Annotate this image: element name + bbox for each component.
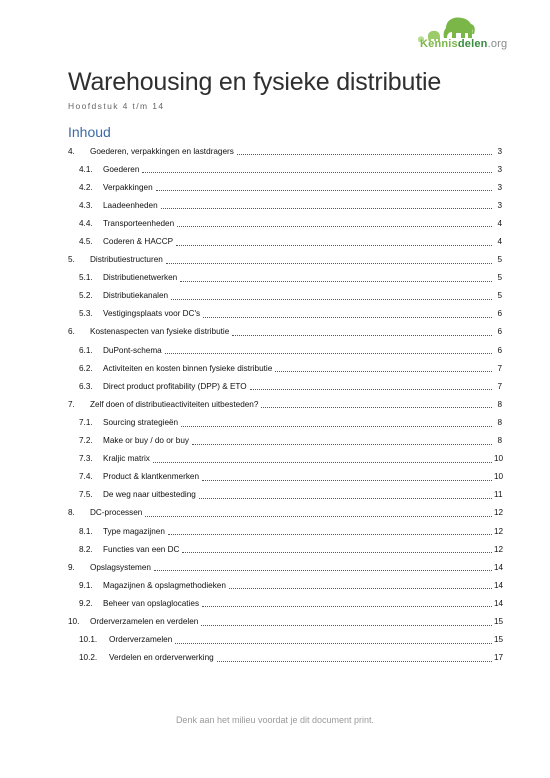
toc-entry-leader bbox=[250, 388, 492, 390]
toc-entry[interactable] bbox=[68, 269, 502, 287]
toc-entry-leader bbox=[261, 406, 492, 408]
logo-text-part1: Kennis bbox=[420, 38, 458, 50]
logo-text bbox=[420, 38, 507, 50]
toc-entry-title: Type magazijnen bbox=[103, 526, 165, 536]
toc-entry-leader bbox=[182, 551, 492, 553]
toc-entry-page: 8 bbox=[497, 436, 502, 446]
toc-entry-leader bbox=[168, 533, 492, 535]
toc-entry-title: Goederen, verpakkingen en lastdragers bbox=[90, 146, 234, 156]
toc-entry-page: 5 bbox=[497, 273, 502, 283]
toc-entry-number: 7.2. bbox=[79, 436, 93, 446]
toc-entry[interactable] bbox=[68, 214, 502, 232]
toc-entry-page: 7 bbox=[497, 381, 502, 391]
toc-entry-page: 8 bbox=[497, 399, 502, 409]
toc-entry-number: 7.5. bbox=[79, 490, 93, 500]
toc-entry-page: 6 bbox=[497, 309, 502, 319]
toc-entry-title: DuPont-schema bbox=[103, 345, 162, 355]
toc-entry-title: Verpakkingen bbox=[103, 182, 153, 192]
toc-entry-page: 12 bbox=[494, 526, 504, 536]
toc-entry-title: Magazijnen & opslagmethodieken bbox=[103, 580, 226, 590]
toc-entry[interactable] bbox=[68, 450, 502, 468]
toc-entry-title: Kostenaspecten van fysieke distributie bbox=[90, 327, 230, 337]
toc-entry-title: Distributiekanalen bbox=[103, 291, 169, 301]
toc-entry-title: Distributienetwerken bbox=[103, 273, 178, 283]
toc-entry-title: Kraljic matrix bbox=[103, 454, 150, 464]
toc-entry-number: 10. bbox=[68, 616, 80, 626]
toc-entry-page: 4 bbox=[497, 237, 502, 247]
toc-entry[interactable] bbox=[68, 558, 502, 576]
toc-entry-page: 10 bbox=[494, 472, 504, 482]
toc-entry[interactable] bbox=[68, 413, 502, 431]
toc-entry-leader bbox=[199, 497, 492, 499]
toc-entry[interactable] bbox=[68, 432, 502, 450]
toc-entry-leader bbox=[229, 587, 492, 589]
toc-entry-number: 4.2. bbox=[79, 182, 93, 192]
toc-entry[interactable] bbox=[68, 576, 502, 594]
toc-entry[interactable] bbox=[68, 522, 502, 540]
toc-entry[interactable] bbox=[68, 631, 502, 649]
toc-entry[interactable] bbox=[68, 486, 502, 504]
toc-entry-number: 7.3. bbox=[79, 454, 93, 464]
toc-entry-title: Goederen bbox=[103, 164, 140, 174]
toc-entry-leader bbox=[165, 352, 492, 354]
toc-entry-leader bbox=[161, 207, 492, 209]
toc-entry-title: Laadeenheden bbox=[103, 200, 158, 210]
logo-text-part2: delen bbox=[457, 38, 488, 50]
toc-entry-title: Orderverzamelen bbox=[109, 635, 173, 645]
toc-entry-number: 9.2. bbox=[79, 598, 93, 608]
document-subtitle: Hoofdstuk 4 t/m 14 bbox=[68, 101, 165, 111]
toc-entry-leader bbox=[156, 189, 492, 191]
toc-entry[interactable] bbox=[68, 468, 502, 486]
toc-entry-number: 7.1. bbox=[79, 417, 93, 427]
toc-entry-page: 4 bbox=[497, 218, 502, 228]
toc-entry-leader bbox=[171, 298, 492, 300]
toc-entry-title: Coderen & HACCP bbox=[103, 237, 174, 247]
toc-entry-number: 6.2. bbox=[79, 363, 93, 373]
toc-entry-number: 8. bbox=[68, 508, 75, 518]
toc-entry-page: 7 bbox=[497, 363, 502, 373]
toc-entry-title: De weg naar uitbesteding bbox=[103, 490, 196, 500]
toc-entry-title: Beheer van opslaglocaties bbox=[103, 598, 200, 608]
toc-entry-page: 3 bbox=[497, 200, 502, 210]
toc-entry-page: 12 bbox=[494, 508, 504, 518]
toc-entry-leader bbox=[192, 443, 492, 445]
toc-entry-number: 4.1. bbox=[79, 164, 93, 174]
toc-entry-page: 15 bbox=[494, 635, 504, 645]
toc-entry-title: Distributiestructuren bbox=[90, 255, 163, 265]
toc-entry[interactable] bbox=[68, 395, 502, 413]
toc-entry-title: Vestigingsplaats voor DC's bbox=[103, 309, 201, 319]
toc-entry[interactable] bbox=[68, 341, 502, 359]
toc-entry-leader bbox=[176, 244, 492, 246]
toc-entry-number: 5. bbox=[68, 255, 75, 265]
toc-entry[interactable] bbox=[68, 649, 502, 667]
toc-entry[interactable] bbox=[68, 178, 502, 196]
toc-entry-title: Direct product profitability (DPP) & ETO bbox=[103, 381, 247, 391]
toc-heading: Inhoud bbox=[68, 124, 111, 140]
toc-entry-title: Verdelen en orderverwerking bbox=[109, 653, 214, 663]
toc-entry-page: 6 bbox=[497, 327, 502, 337]
toc-entry-number: 6. bbox=[68, 327, 75, 337]
toc-entry[interactable] bbox=[68, 160, 502, 178]
toc-entry[interactable] bbox=[68, 232, 502, 250]
toc-entry-leader bbox=[166, 262, 492, 264]
toc-entry[interactable] bbox=[68, 305, 502, 323]
toc-entry-number: 10.1. bbox=[79, 635, 98, 645]
toc-entry-number: 4. bbox=[68, 146, 75, 156]
toc-entry-leader bbox=[145, 515, 492, 517]
toc-entry-title: Transporteenheden bbox=[103, 218, 175, 228]
toc-entry-leader bbox=[153, 461, 492, 463]
toc-entry-title: Sourcing strategieën bbox=[103, 417, 179, 427]
toc-entry[interactable] bbox=[68, 504, 502, 522]
toc-entry-page: 17 bbox=[494, 653, 504, 663]
toc-entry-page: 5 bbox=[497, 291, 502, 301]
toc-entry-leader bbox=[177, 225, 492, 227]
toc-entry-leader bbox=[275, 370, 492, 372]
toc-entry-number: 4.3. bbox=[79, 200, 93, 210]
toc-entry-page: 11 bbox=[494, 490, 503, 500]
toc-entry-leader bbox=[201, 624, 492, 626]
toc-entry-leader bbox=[217, 660, 492, 662]
toc-entry-leader bbox=[232, 334, 492, 336]
toc-entry-number: 7. bbox=[68, 399, 75, 409]
toc-entry-leader bbox=[180, 280, 492, 282]
toc-entry[interactable] bbox=[68, 287, 502, 305]
toc-entry-leader bbox=[181, 425, 492, 427]
table-of-contents bbox=[68, 142, 502, 667]
toc-entry-number: 10.2. bbox=[79, 653, 98, 663]
toc-entry[interactable] bbox=[68, 251, 502, 269]
toc-entry-number: 5.3. bbox=[79, 309, 93, 319]
toc-entry[interactable] bbox=[68, 612, 502, 630]
footer-note: Denk aan het milieu voordat je dit document print. bbox=[175, 715, 375, 725]
toc-entry-title: DC-processen bbox=[90, 508, 143, 518]
toc-entry-page: 3 bbox=[497, 164, 502, 174]
toc-entry[interactable] bbox=[68, 359, 502, 377]
kennisdelen-logo bbox=[416, 14, 534, 54]
toc-entry-page: 10 bbox=[494, 454, 504, 464]
toc-entry-leader bbox=[203, 316, 492, 318]
toc-entry-title: Make or buy / do or buy bbox=[103, 436, 190, 446]
toc-entry-leader bbox=[154, 569, 492, 571]
toc-entry-page: 14 bbox=[494, 580, 504, 590]
toc-entry[interactable] bbox=[68, 594, 502, 612]
toc-entry-number: 6.1. bbox=[79, 345, 93, 355]
toc-entry[interactable] bbox=[68, 323, 502, 341]
toc-entry-number: 9.1. bbox=[79, 580, 93, 590]
toc-entry-page: 3 bbox=[497, 146, 502, 156]
toc-entry-leader bbox=[237, 153, 492, 155]
toc-entry-page: 6 bbox=[497, 345, 502, 355]
toc-entry-number: 8.2. bbox=[79, 544, 93, 554]
toc-entry-page: 14 bbox=[494, 598, 504, 608]
logo-text-part3: .org bbox=[487, 38, 508, 50]
toc-entry[interactable] bbox=[68, 540, 502, 558]
toc-entry[interactable] bbox=[68, 377, 502, 395]
toc-entry-page: 12 bbox=[494, 544, 504, 554]
toc-entry-number: 4.5. bbox=[79, 237, 93, 247]
toc-entry-leader bbox=[175, 642, 492, 644]
toc-entry-number: 7.4. bbox=[79, 472, 93, 482]
toc-entry-number: 9. bbox=[68, 562, 75, 572]
toc-entry-title: Activiteiten en kosten binnen fysieke distributie bbox=[103, 363, 273, 373]
toc-entry-number: 8.1. bbox=[79, 526, 93, 536]
toc-entry[interactable] bbox=[68, 196, 502, 214]
toc-entry-page: 15 bbox=[494, 616, 504, 626]
toc-entry-page: 5 bbox=[497, 255, 502, 265]
document-title: Warehousing en fysieke distributie bbox=[68, 68, 442, 96]
toc-entry-leader bbox=[142, 171, 492, 173]
toc-entry-page: 3 bbox=[497, 182, 502, 192]
toc-entry-title: Orderverzamelen en verdelen bbox=[90, 616, 199, 626]
toc-entry[interactable] bbox=[68, 142, 502, 160]
toc-entry-leader bbox=[202, 479, 492, 481]
toc-entry-page: 14 bbox=[494, 562, 504, 572]
toc-entry-title: Product & klantkenmerken bbox=[103, 472, 200, 482]
toc-entry-number: 5.1. bbox=[79, 273, 93, 283]
toc-entry-number: 5.2. bbox=[79, 291, 93, 301]
toc-entry-title: Functies van een DC bbox=[103, 544, 180, 554]
toc-entry-page: 8 bbox=[497, 417, 502, 427]
toc-entry-title: Zelf doen of distributieactiviteiten uitbesteden? bbox=[90, 399, 259, 409]
toc-entry-title: Opslagsystemen bbox=[90, 562, 151, 572]
toc-entry-number: 6.3. bbox=[79, 381, 93, 391]
toc-entry-number: 4.4. bbox=[79, 218, 93, 228]
toc-entry-leader bbox=[202, 605, 492, 607]
